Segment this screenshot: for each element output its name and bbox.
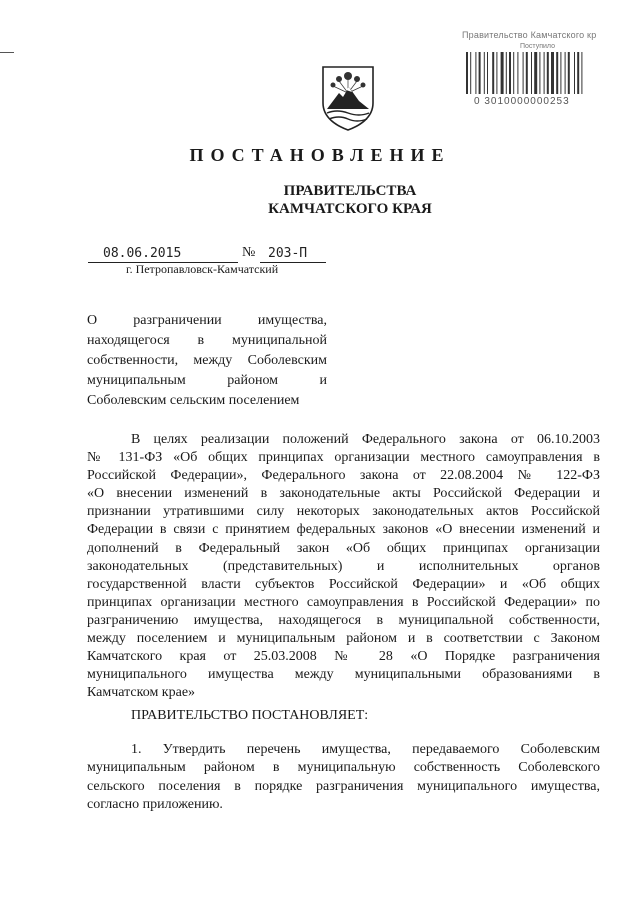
preamble-line: Камчатского края от 25.03.2008 № 28 «О Порядке разграничения bbox=[87, 649, 600, 665]
number-label: № bbox=[242, 245, 256, 260]
item-1-line: согласно приложению. bbox=[87, 796, 223, 812]
subject-block bbox=[87, 311, 327, 411]
preamble-line: законодательных (представительных) и исполнительных органов bbox=[87, 558, 600, 574]
stamp-received-text: Поступило bbox=[520, 43, 555, 50]
preamble-line: № 131-ФЗ «Об общих принципах организации местного самоуправления в bbox=[87, 450, 600, 466]
item-1-line: сельского поселения в порядке разграничения муниципального имущества, bbox=[87, 778, 600, 794]
document-city: г. Петропавловск-Камчатский bbox=[126, 262, 279, 276]
preamble-line: государственной власти субъектов Российской Федерации» и «Об общих bbox=[87, 576, 600, 592]
preamble-line: между поселением и муниципальным районом и в соответствии с Законом bbox=[87, 631, 600, 647]
item-1-line: муниципальным районом в муниципальную собственность Соболевского bbox=[87, 760, 600, 776]
subject-line: О разграничении имущества, bbox=[87, 313, 327, 328]
preamble-line: принципах организации местного самоуправления в Российской Федерации» по bbox=[87, 594, 600, 610]
preamble-line: Камчатском крае» bbox=[87, 685, 196, 701]
preamble-line: В целях реализации положений Федерального закона от 06.10.2003 bbox=[131, 432, 600, 447]
subject-line: Соболевским сельским поселением bbox=[87, 393, 300, 408]
stamp-org-text: Правительство Камчатского кр bbox=[462, 30, 597, 40]
preamble-paragraph bbox=[87, 431, 600, 702]
subject-line: собственности, между Соболевским bbox=[87, 353, 327, 368]
issuer-line-1: ПРАВИТЕЛЬСТВА bbox=[283, 183, 417, 199]
issuer-line-2: КАМЧАТСКОГО КРАЯ bbox=[268, 201, 432, 217]
item-1-line: 1. Утвердить перечень имущества, передаваемого Соболевским bbox=[131, 742, 600, 757]
subject-line: находящегося в муниципальной bbox=[87, 333, 327, 348]
preamble-line: дополнений в Федеральный закон «Об общих принципах организации bbox=[87, 540, 600, 556]
subject-line: муниципальным районом и bbox=[87, 373, 327, 388]
barcode bbox=[462, 52, 612, 102]
preamble-line: признании утратившими силу некоторых законодательных актов Российской bbox=[87, 504, 600, 520]
preamble-line: муниципального имущества между муниципальными образованиями в bbox=[87, 667, 600, 683]
document-title: ПОСТАНОВЛЕНИЕ bbox=[189, 145, 451, 165]
document-date: 08.06.2015 bbox=[103, 246, 182, 261]
resolution-heading: ПРАВИТЕЛЬСТВО ПОСТАНОВЛЯЕТ: bbox=[131, 708, 369, 723]
preamble-line: «О внесении изменений в законодательные акты Российской Федерации и bbox=[87, 486, 600, 502]
preamble-line: Российской Федерации», Федерального закона от 22.08.2004 № 122-ФЗ bbox=[87, 468, 600, 484]
preamble-line: разграничению имущества, находящегося в муниципальной собственности, bbox=[87, 612, 600, 628]
document-number: 203-П bbox=[268, 246, 308, 261]
barcode-number: 0 3010000000253 bbox=[474, 96, 570, 107]
margin-mark bbox=[0, 52, 14, 53]
item-1-paragraph bbox=[87, 741, 600, 814]
coat-of-arms-emblem bbox=[319, 63, 377, 131]
preamble-line: Федерации в связи с принятием федеральных законов «О внесении изменений и bbox=[87, 522, 600, 538]
